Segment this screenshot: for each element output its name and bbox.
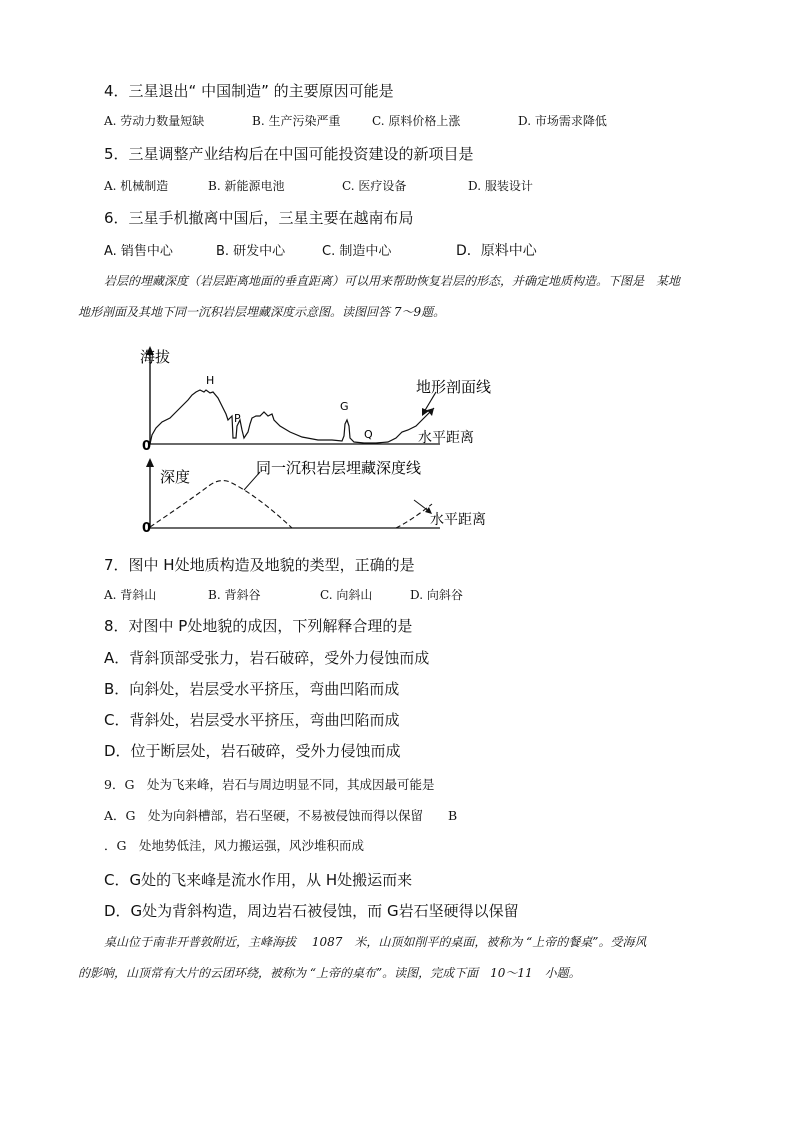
q9-option-a: A．G 处为向斜槽部，岩石坚硬，不易被侵蚀而得以保留 B xyxy=(104,808,458,823)
q7-option-c: C. 向斜山 xyxy=(320,588,373,602)
q5-option-d: D. 服装设计 xyxy=(468,179,533,193)
q5-stem: 5．三星调整产业结构后在中国可能投资建设的新项目是 xyxy=(104,145,474,163)
q7-options xyxy=(104,586,463,603)
label-P: P xyxy=(234,412,241,425)
q5-option-a: A. 机械制造 xyxy=(104,179,169,193)
label-Q: Q xyxy=(364,428,373,441)
terrain-profile-arrowhead xyxy=(427,408,434,416)
q6-option-d: D．原料中心 xyxy=(456,243,537,259)
terrain-profile-line xyxy=(150,390,434,444)
q7-option-a: A. 背斜山 xyxy=(104,588,157,602)
terrain-profile-figure xyxy=(140,340,520,535)
q9-option-c: C．G处的飞来峰是流水作用，从 H处搬运而来 xyxy=(104,871,413,889)
bottom-y-axis-arrow xyxy=(146,458,154,467)
top-ylabel: 海拔 xyxy=(140,348,171,366)
q7-option-b: B. 背斜谷 xyxy=(208,588,261,602)
bottom-xlabel: 水平距离 xyxy=(430,512,486,528)
q8-option-d: D．位于断层处，岩石破碎，受外力侵蚀而成 xyxy=(104,742,401,760)
intro-7-9-line2: 地形剖面及其地下同一沉积岩层埋藏深度示意图。读图回答 7～9题。 xyxy=(78,305,446,319)
q4-option-a: A. 劳动力数量短缺 xyxy=(104,114,205,128)
bottom-zero: 0 xyxy=(142,521,152,535)
q5-option-c: C. 医疗设备 xyxy=(342,179,407,193)
q4-options xyxy=(104,112,607,129)
q9-option-b: ．G 处地势低洼，风力搬运强，风沙堆积而成 xyxy=(104,838,364,853)
depth-curve-right xyxy=(396,504,432,528)
q7-stem: 7．图中 H处地质构造及地貌的类型，正确的是 xyxy=(104,556,415,574)
q4-option-c: C. 原料价格上涨 xyxy=(372,114,461,128)
q4-option-b: B. 生产污染严重 xyxy=(252,114,341,128)
q4-stem: 4．三星退出“ 中国制造” 的主要原因可能是 xyxy=(104,82,394,100)
label-G: G xyxy=(340,400,349,413)
q6-option-c: C. 制造中心 xyxy=(322,244,392,259)
q8-option-a: A．背斜顶部受张力，岩石破碎，受外力侵蚀而成 xyxy=(104,649,430,667)
intro-7-9-line1: 岩层的埋藏深度（岩层距离地面的垂直距离）可以用来帮助恢复岩层的形态，并确定地质构造。下图是 某地 xyxy=(104,274,681,288)
bottom-ylabel: 深度 xyxy=(160,468,191,486)
q6-stem: 6．三星手机撤离中国后，三星主要在越南布局 xyxy=(104,209,414,227)
q5-options xyxy=(104,177,533,194)
q6-option-a: A. 销售中心 xyxy=(104,244,173,259)
label-H: H xyxy=(206,374,215,387)
top-zero: 0 xyxy=(142,439,152,454)
intro-10-11-line2: 的影响，山顶常有大片的云团环绕，被称为 “上帝的桌布”。读图，完成下面 10～11 小题。 xyxy=(78,966,581,980)
profile-label: 地形剖面线 xyxy=(416,378,492,396)
depth-label: 同一沉积岩层埋藏深度线 xyxy=(256,459,422,477)
q9-stem: 9．G 处为飞来峰，岩石与周边明显不同，其成因最可能是 xyxy=(104,777,435,792)
top-xlabel: 水平距离 xyxy=(418,430,474,446)
q7-option-d: D. 向斜谷 xyxy=(410,588,463,602)
q8-option-b: B．向斜处，岩层受水平挤压，弯曲凹陷而成 xyxy=(104,680,400,698)
depth-curve-arch xyxy=(150,481,292,528)
q4-option-d: D. 市场需求降低 xyxy=(518,114,607,128)
q6-option-b: B. 研发中心 xyxy=(216,244,286,259)
q8-stem: 8．对图中 P处地貌的成因，下列解释合理的是 xyxy=(104,617,413,635)
q6-options xyxy=(104,240,537,260)
q5-option-b: B. 新能源电池 xyxy=(208,179,285,193)
q9-option-d: D．G处为背斜构造，周边岩石被侵蚀，而 G岩石坚硬得以保留 xyxy=(104,902,519,920)
intro-10-11-line1: 桌山位于南非开普敦附近，主峰海拔 1087 米，山顶如削平的桌面，被称为 “上帝的餐桌”。受海风 xyxy=(104,935,647,949)
q8-option-c: C．背斜处，岩层受水平挤压，弯曲凹陷而成 xyxy=(104,711,400,729)
